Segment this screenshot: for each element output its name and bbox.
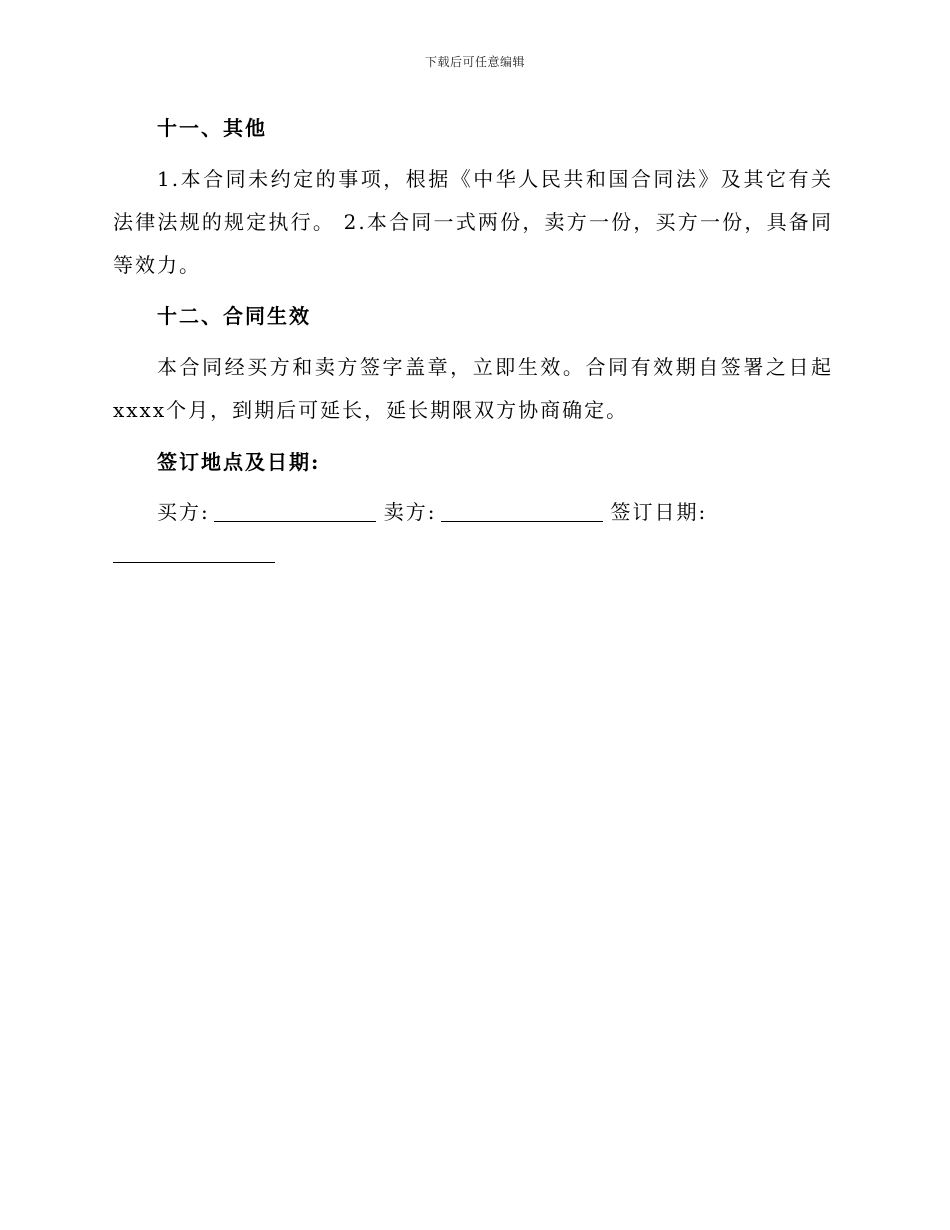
signature-line <box>113 491 833 534</box>
signing-title: 签订地点及日期: <box>157 450 321 474</box>
section-12-title: 十二、合同生效 <box>157 304 311 328</box>
section-12-paragraph: 本合同经买方和卖方签字盖章，立即生效。合同有效期自签署之日起xxxx个月，到期后可延长，延长期限双方协商确定。 <box>113 355 833 422</box>
buyer-blank <box>214 499 376 522</box>
section-11-title: 十一、其他 <box>157 116 267 140</box>
buyer-label: 买方: <box>157 500 210 524</box>
date-blank <box>113 562 275 563</box>
date-label: 签订日期: <box>610 500 708 524</box>
section-11-paragraph: 1.本合同未约定的事项，根据《中华人民共和国合同法》及其它有关法律法规的规定执行。 2.本合同一式两份，卖方一份，买方一份，具备同等效力。 <box>113 167 833 277</box>
seller-blank <box>441 499 603 522</box>
page-header: 下载后可任意编辑 <box>424 55 525 69</box>
seller-label: 卖方: <box>383 500 437 524</box>
